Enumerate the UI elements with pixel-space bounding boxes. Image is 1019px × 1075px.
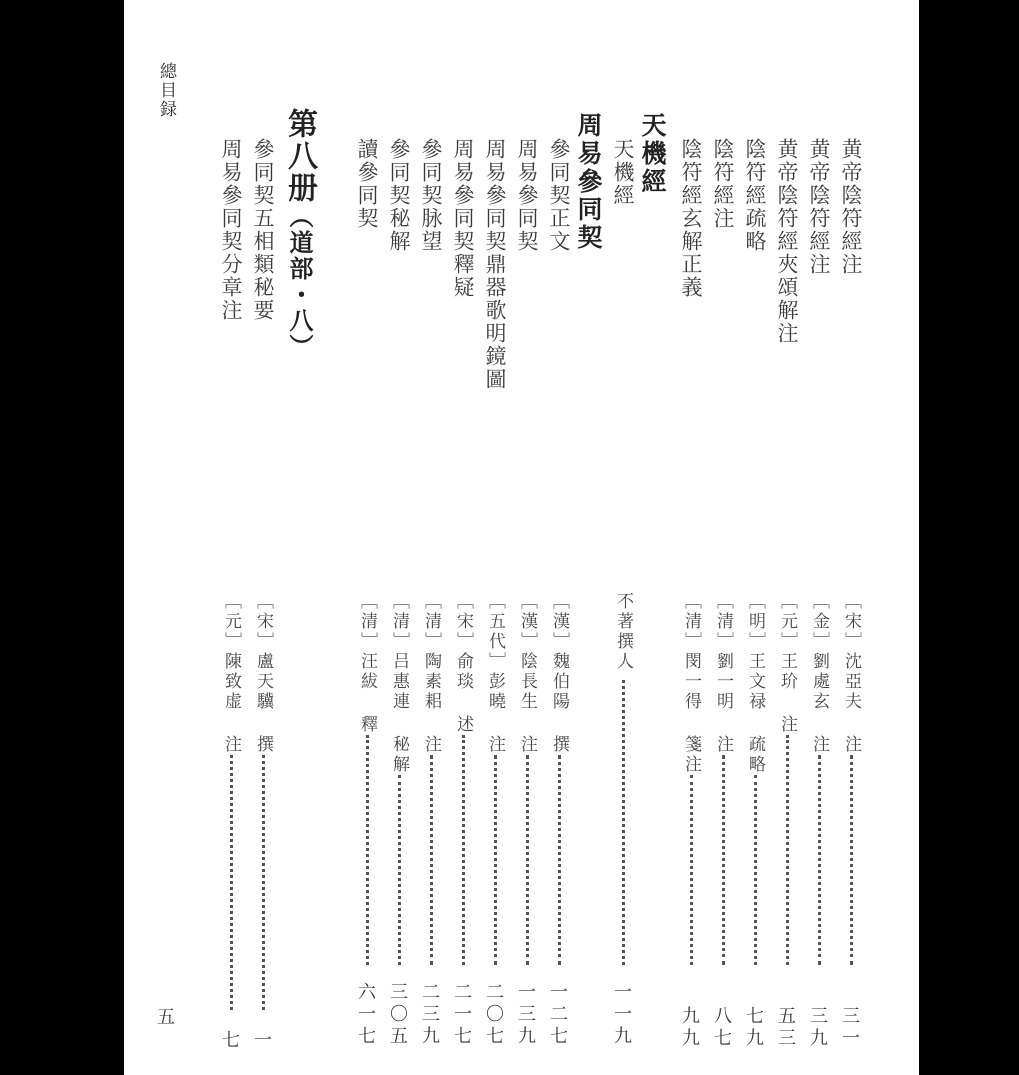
leader-dots: [690, 775, 697, 965]
leader-dots: [722, 755, 729, 965]
toc-author: ［金］劉處玄 注: [809, 592, 829, 755]
toc-title[interactable]: 陰符經玄解正義: [679, 138, 703, 299]
toc-title[interactable]: 參同契秘解: [387, 138, 411, 253]
toc-author: ［清］閔一得 箋注: [681, 592, 701, 775]
toc-page-number[interactable]: 七: [219, 1030, 240, 1052]
leader-dots: [462, 735, 469, 965]
toc-title[interactable]: 周易參同契: [515, 138, 539, 253]
toc-title[interactable]: 參同契脉望: [419, 138, 443, 253]
toc-title[interactable]: 黄帝陰符經注: [807, 138, 831, 276]
leader-dots: [850, 755, 857, 965]
toc-title[interactable]: 天機經: [611, 138, 635, 207]
volume-heading: [282, 108, 317, 360]
toc-page-number[interactable]: 八七: [711, 1006, 732, 1050]
leader-dots: [754, 775, 761, 965]
toc-page-number[interactable]: 一二七: [547, 982, 568, 1048]
toc-page-number[interactable]: 六一七: [355, 982, 376, 1048]
toc-page-number[interactable]: 五三: [775, 1006, 796, 1050]
toc-page-number[interactable]: 三〇五: [387, 982, 408, 1048]
leader-dots: [398, 775, 405, 965]
leader-dots: [494, 755, 501, 965]
toc-author: 不著撰人: [613, 592, 633, 672]
toc-page-number[interactable]: 一一九: [611, 982, 632, 1048]
section-heading: 天機經: [638, 112, 667, 196]
toc-page-number[interactable]: 一三九: [515, 982, 536, 1048]
toc-author: ［元］陳致虚 注: [221, 592, 241, 755]
toc-author: ［宋］俞琰 述: [453, 592, 473, 735]
toc-page-number[interactable]: 二三九: [419, 982, 440, 1048]
leader-dots: [430, 755, 437, 965]
leader-dots: [622, 680, 629, 965]
toc-title[interactable]: 周易參同契釋疑: [451, 138, 475, 299]
toc-page-number[interactable]: 二〇七: [483, 982, 504, 1048]
toc-title[interactable]: 參同契五相類秘要: [251, 138, 275, 322]
toc-author: ［漢］陰長生 注: [517, 592, 537, 755]
toc-page-number[interactable]: 一: [251, 1030, 272, 1052]
leader-dots: [230, 755, 237, 1010]
leader-dots: [786, 735, 793, 965]
toc-author: ［元］王玠 注: [777, 592, 797, 735]
page-folio: 五: [157, 1007, 175, 1028]
toc-title[interactable]: 黄帝陰符經注: [839, 138, 863, 276]
leader-dots: [818, 755, 825, 965]
volume-subtitle: （道部・八）: [285, 204, 314, 360]
toc-author: ［清］汪紱 釋: [357, 592, 377, 735]
toc-author: ［清］劉一明 注: [713, 592, 733, 755]
toc-author: ［宋］盧天驥 撰: [253, 592, 273, 755]
leader-dots: [262, 755, 269, 1010]
toc-page-number[interactable]: 三九: [807, 1006, 828, 1050]
running-head: 總目録: [156, 62, 176, 119]
toc-page-number[interactable]: 三一: [839, 1006, 860, 1050]
toc-author: ［清］陶素耜 注: [421, 592, 441, 755]
leader-dots: [526, 755, 533, 965]
leader-dots: [558, 755, 565, 965]
section-heading: 周易參同契: [574, 112, 603, 252]
toc-title[interactable]: 陰符經注: [711, 138, 735, 230]
toc-page-number[interactable]: 二一七: [451, 982, 472, 1048]
toc-page-number[interactable]: 七九: [743, 1006, 764, 1050]
toc-title[interactable]: 周易參同契分章注: [219, 138, 243, 322]
toc-title[interactable]: 參同契正文: [547, 138, 571, 253]
toc-title[interactable]: 周易參同契鼎器歌明鏡圖: [483, 138, 507, 391]
toc-author: ［清］吕惠連 秘解: [389, 592, 409, 775]
leader-dots: [366, 735, 373, 965]
toc-title[interactable]: 黄帝陰符經夾頌解注: [775, 138, 799, 345]
document-page: [124, 0, 919, 1075]
toc-author: ［宋］沈亞夫 注: [841, 592, 861, 755]
toc-title[interactable]: 陰符經疏略: [743, 138, 767, 253]
toc-title[interactable]: 讀參同契: [355, 138, 379, 230]
toc-author: ［五代］彭曉 注: [485, 592, 505, 755]
volume-title: 第八册: [282, 108, 317, 204]
toc-author: ［漢］魏伯陽 撰: [549, 592, 569, 755]
toc-page-number[interactable]: 九九: [679, 1006, 700, 1050]
toc-author: ［明］王文禄 疏略: [745, 592, 765, 775]
